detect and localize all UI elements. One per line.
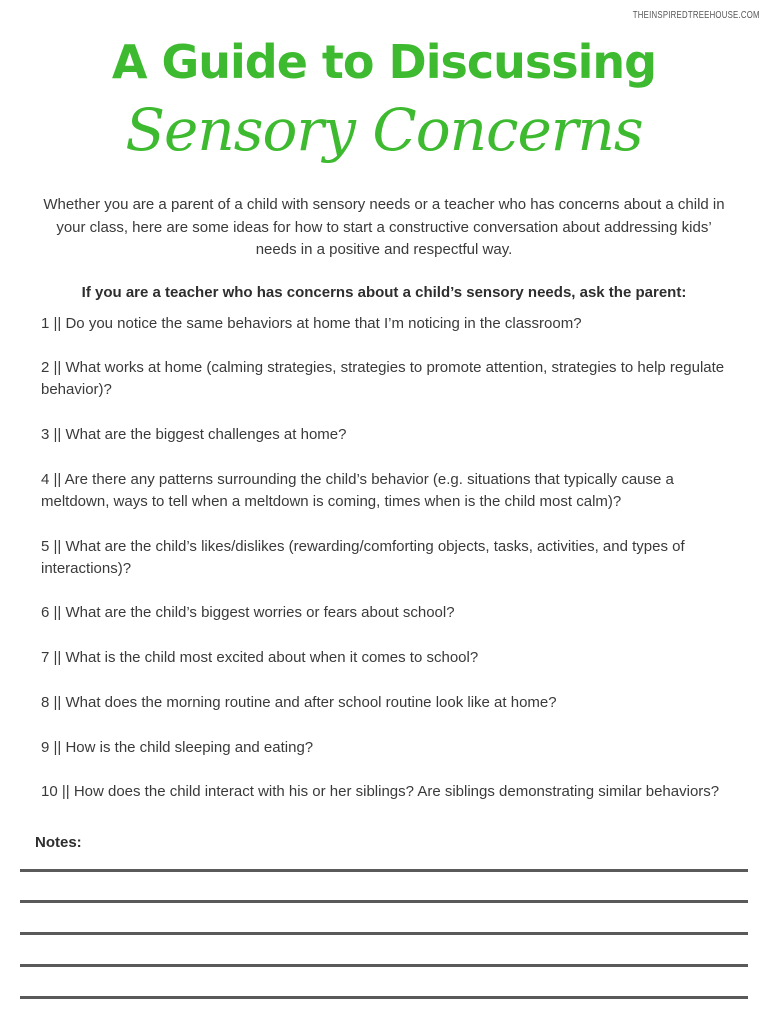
notes-line bbox=[20, 964, 748, 967]
notes-label: Notes: bbox=[35, 834, 82, 851]
question-item-6: 6 || What are the child’s biggest worries or fears about school? bbox=[41, 604, 455, 621]
question-item-10: 10 || How does the child interact with his or her siblings? Are siblings demonstrating similar behaviors? bbox=[41, 783, 720, 800]
title-line-1: A Guide to Discussing bbox=[111, 35, 657, 89]
question-item-4: 4 || Are there any patterns surrounding the child’s behavior (e.g. situations that typically cause a meltdown, ways to tell when a meltdown is coming, times when is the child most calm)? bbox=[41, 471, 674, 510]
question-item-7: 7 || What is the child most excited about when it comes to school? bbox=[41, 649, 479, 666]
question-heading: If you are a teacher who has concerns about a child’s sensory needs, ask the parent: bbox=[81, 284, 687, 301]
question-item-1: 1 || Do you notice the same behaviors at home that I’m noticing in the classroom? bbox=[41, 315, 582, 332]
question-item-2: 2 || What works at home (calming strategies, strategies to promote attention, strategies to help regulate behavior)? bbox=[41, 359, 725, 398]
site-name: THEINSPIREDTREEHOUSE.COM bbox=[633, 10, 760, 21]
title-line-2: Sensory Concerns bbox=[125, 96, 643, 164]
notes-line bbox=[20, 900, 748, 903]
notes-line bbox=[20, 932, 748, 935]
question-item-3: 3 || What are the biggest challenges at home? bbox=[41, 426, 347, 443]
notes-line bbox=[20, 996, 748, 999]
notes-line bbox=[20, 869, 748, 872]
intro-paragraph: Whether you are a parent of a child with sensory needs or a teacher who has concerns about a child in your class, here are some ideas for how to start a constructive conversation about addressing kids’ needs in a positive and respectful way. bbox=[43, 196, 725, 258]
question-item-8: 8 || What does the morning routine and after school routine look like at home? bbox=[41, 694, 557, 711]
question-item-9: 9 || How is the child sleeping and eating? bbox=[41, 739, 314, 756]
question-item-5: 5 || What are the child’s likes/dislikes (rewarding/comforting objects, tasks, activities, and types of interactions)? bbox=[41, 538, 685, 577]
